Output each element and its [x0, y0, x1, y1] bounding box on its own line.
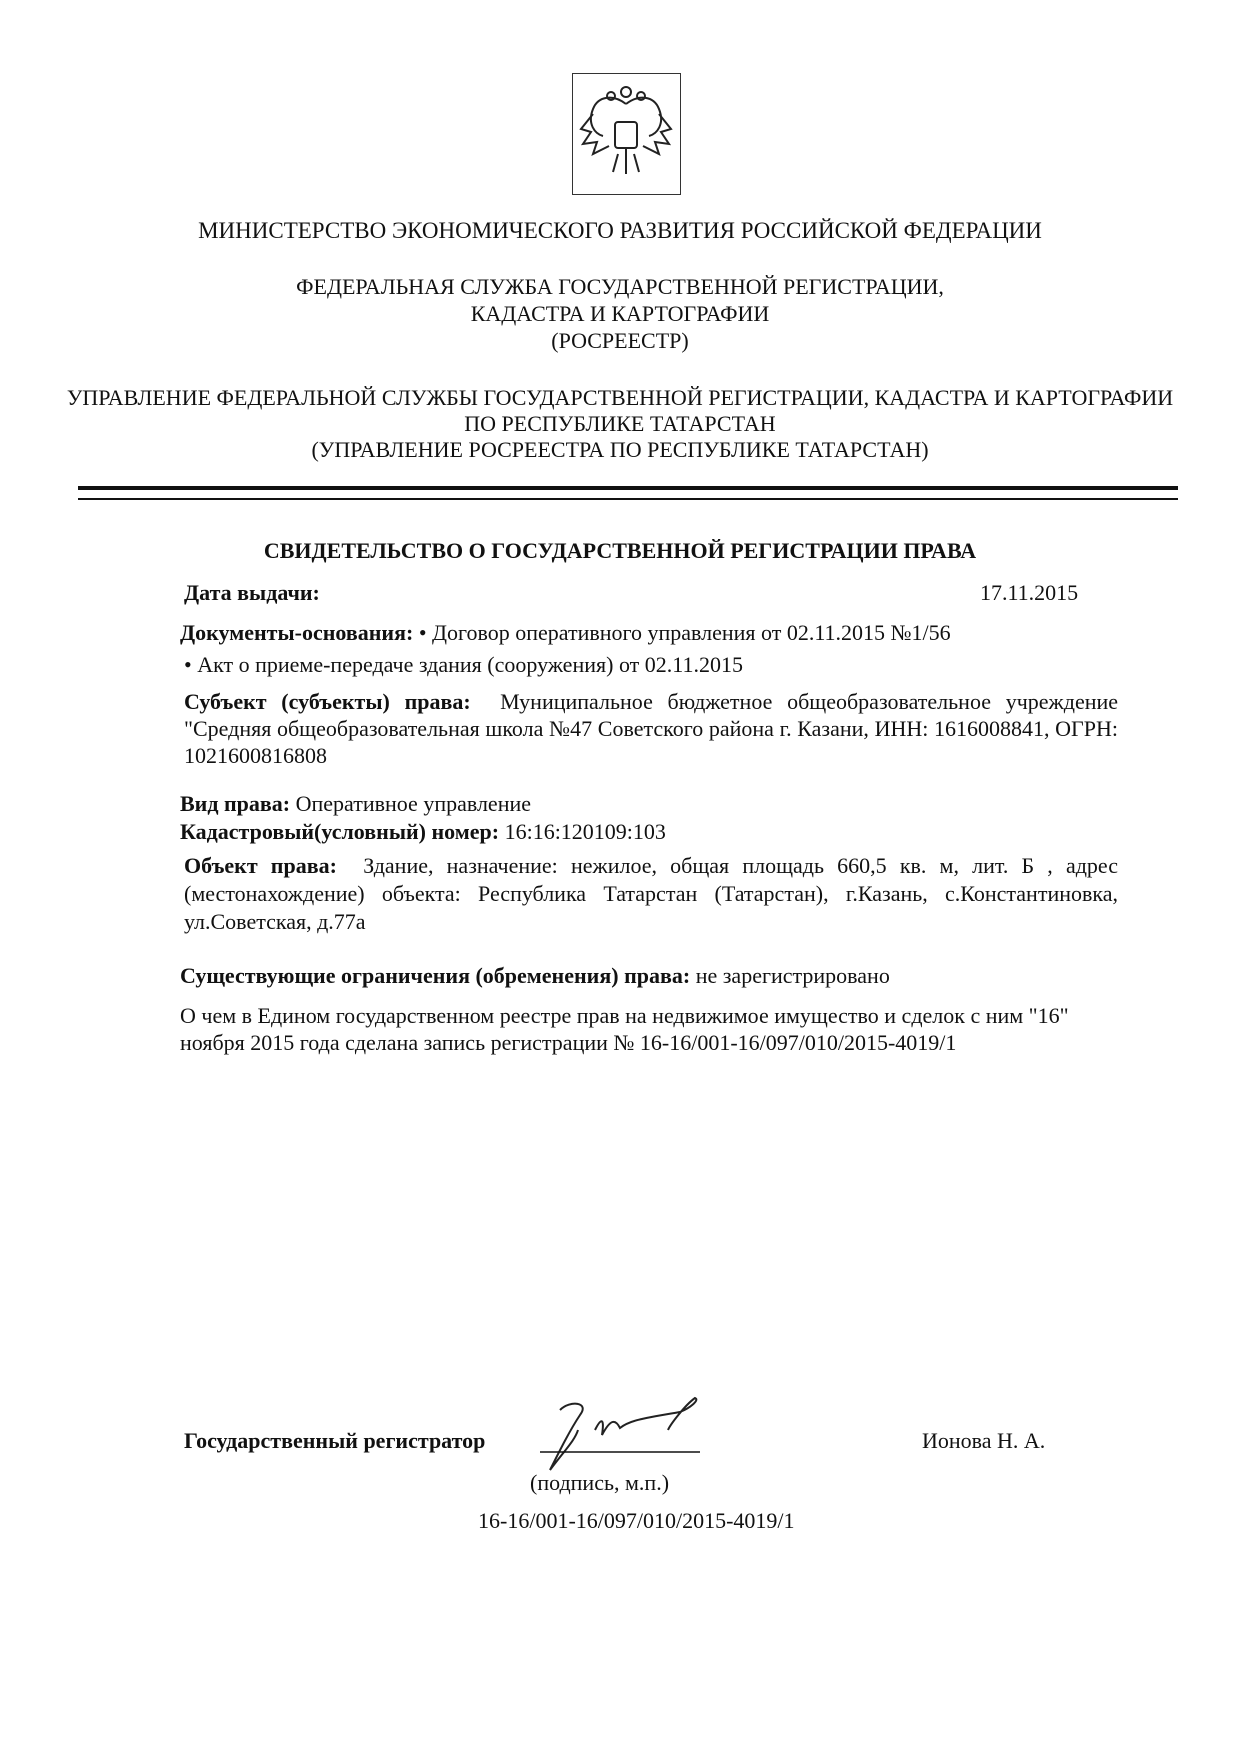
- header-divider-thick: [78, 486, 1178, 490]
- document-item: • Акт о приеме-передаче здания (сооружения) от 02.11.2015: [184, 652, 743, 677]
- right-type-label: Вид права:: [180, 791, 291, 816]
- registrar-label: Государственный регистратор: [184, 1428, 486, 1453]
- object-value: Здание, назначение: нежилое, общая площадь 660,5 кв. м, лит. Б , адрес (местонахождение) объекта: Республика Татарстан (Татарстан), г.Казань, с.Константиновка, ул.Советская, д.77а: [184, 853, 1119, 934]
- restrictions-label: Существующие ограничения (обременения) права:: [180, 963, 691, 988]
- record-number: 16-16/001-16/097/010/2015-4019/1: [478, 1508, 795, 1533]
- document-item: • Договор оперативного управления от 02.11.2015 №1/56: [418, 620, 951, 645]
- object-label: Объект права:: [184, 853, 337, 878]
- issue-date-label: Дата выдачи:: [184, 580, 320, 605]
- service-name-line1: ФЕДЕРАЛЬНАЯ СЛУЖБА ГОСУДАРСТВЕННОЙ РЕГИСТРАЦИИ,: [296, 274, 944, 299]
- coat-of-arms-emblem: [572, 73, 681, 195]
- restrictions-value: не зарегистрировано: [695, 963, 890, 988]
- header-divider-thin: [78, 498, 1178, 500]
- subject-value: Муниципальное бюджетное общеобразовательное учреждение "Средняя общеобразовательная школа №47 Советского района г. Казани, ИНН: 1616008841, ОГРН: 1021600816808: [184, 689, 1119, 768]
- object-block: [184, 852, 1118, 936]
- service-name-line3: (РОСРЕЕСТР): [551, 328, 689, 353]
- record-text: О чем в Едином государственном реестре прав на недвижимое имущество и сделок с ним "16" ноября 2015 года сделана запись регистрации № 16-16/001-16/097/010/2015-4019/1: [180, 1003, 1069, 1055]
- double-headed-eagle-icon: [573, 74, 679, 193]
- documents-label: Документы-основания:: [180, 620, 414, 645]
- ministry-name: МИНИСТЕРСТВО ЭКОНОМИЧЕСКОГО РАЗВИТИЯ РОССИЙСКОЙ ФЕДЕРАЦИИ: [198, 218, 1042, 243]
- subject-label: Субъект (субъекты) права:: [184, 689, 471, 714]
- cadastral-label: Кадастровый(условный) номер:: [180, 819, 500, 844]
- cadastral-number: 16:16:120109:103: [504, 819, 666, 844]
- right-type-value: Оперативное управление: [295, 791, 532, 816]
- certificate-title: СВИДЕТЕЛЬСТВО О ГОСУДАРСТВЕННОЙ РЕГИСТРАЦИИ ПРАВА: [263, 538, 977, 563]
- department-name-line3: (УПРАВЛЕНИЕ РОСРЕЕСТРА ПО РЕСПУБЛИКЕ ТАТАРСТАН): [311, 437, 929, 462]
- service-name-line2: КАДАСТРА И КАРТОГРАФИИ: [470, 301, 770, 326]
- registrar-name: Ионова Н. А.: [922, 1428, 1046, 1453]
- department-name-line1: УПРАВЛЕНИЕ ФЕДЕРАЛЬНОЙ СЛУЖБЫ ГОСУДАРСТВЕННОЙ РЕГИСТРАЦИИ, КАДАСТРА И КАРТОГРАФИИ: [66, 385, 1174, 410]
- signature-caption: (подпись, м.п.): [530, 1470, 670, 1495]
- issue-date: 17.11.2015: [980, 580, 1079, 605]
- department-name-line2: ПО РЕСПУБЛИКЕ ТАТАРСТАН: [464, 411, 776, 436]
- subject-block: [184, 688, 1118, 769]
